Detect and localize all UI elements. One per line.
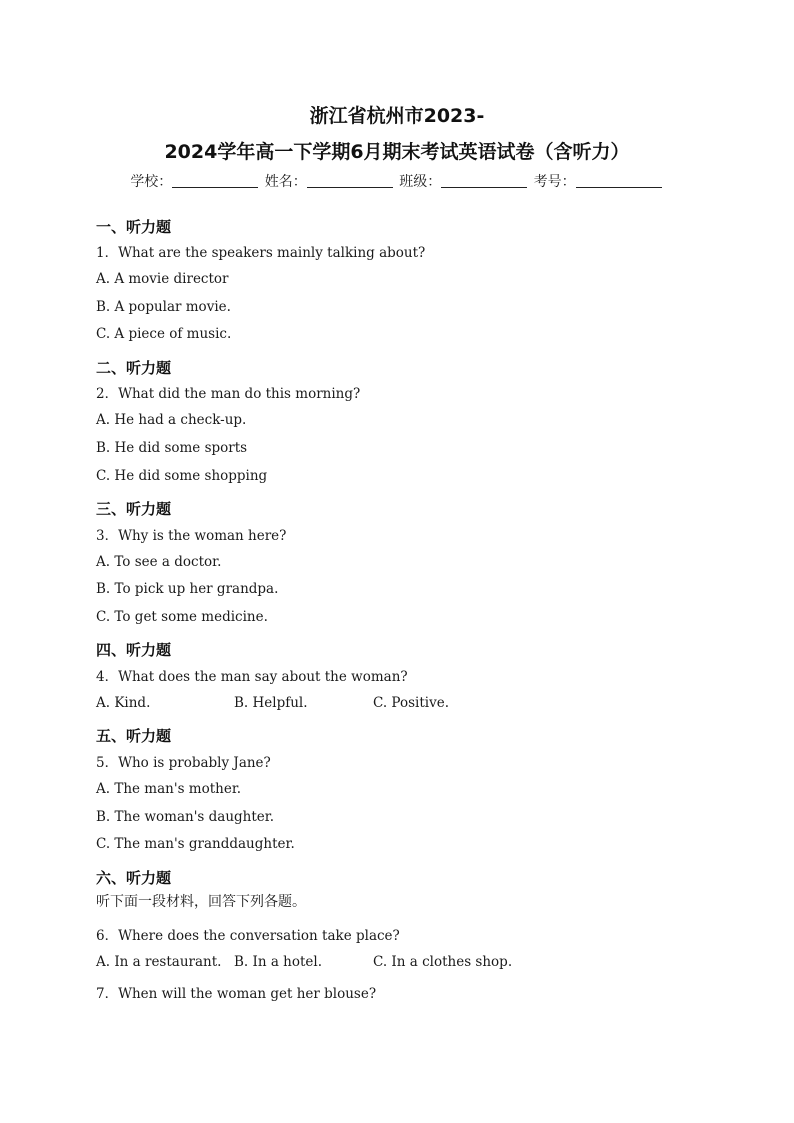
section-heading: 四、听力题 bbox=[96, 641, 172, 659]
school-label: 学校： bbox=[130, 174, 173, 190]
option-6a: A. In a restaurant. bbox=[96, 954, 222, 970]
option-4c: C. Positive. bbox=[373, 695, 449, 711]
class-label: 班级： bbox=[399, 174, 442, 190]
question-3: 3．Why is the woman here? bbox=[96, 528, 287, 544]
option-6b: B. In a hotel. bbox=[234, 954, 323, 970]
class-blank bbox=[441, 173, 527, 188]
section-heading: 六、听力题 bbox=[96, 869, 172, 887]
option-3b: B. To pick up her grandpa. bbox=[96, 581, 279, 597]
exam-title-line-1: 浙江省杭州市2023- bbox=[309, 105, 485, 127]
section-instruction: 听下面一段材料，回答下列各题。 bbox=[96, 894, 306, 910]
option-3c: C. To get some medicine. bbox=[96, 609, 268, 625]
section-heading: 二、听力题 bbox=[96, 359, 172, 377]
section-heading: 五、听力题 bbox=[96, 727, 172, 745]
option-1b: B. A popular movie. bbox=[96, 299, 231, 315]
option-1a: A. A movie director bbox=[96, 271, 229, 287]
option-5b: B. The woman's daughter. bbox=[96, 809, 275, 825]
exam-number-label: 考号： bbox=[533, 174, 576, 190]
exam-title-line-2: 2024学年高一下学期6月期末考试英语试卷（含听力） bbox=[164, 141, 630, 163]
school-blank bbox=[172, 173, 258, 188]
option-4a: A. Kind. bbox=[96, 695, 151, 711]
question-2: 2．What did the man do this morning? bbox=[96, 386, 361, 402]
student-info-row bbox=[0, 171, 794, 191]
name-blank bbox=[307, 173, 393, 188]
option-2a: A. He had a check-up. bbox=[96, 412, 247, 428]
question-7: 7．When will the woman get her blouse? bbox=[96, 986, 377, 1002]
option-2b: B. He did some sports bbox=[96, 440, 248, 456]
question-4: 4．What does the man say about the woman? bbox=[96, 669, 408, 685]
option-2c: C. He did some shopping bbox=[96, 468, 268, 484]
question-5: 5．Who is probably Jane? bbox=[96, 755, 271, 771]
option-4b: B. Helpful. bbox=[234, 695, 308, 711]
question-1: 1．What are the speakers mainly talking about? bbox=[96, 245, 426, 261]
option-3a: A. To see a doctor. bbox=[96, 554, 222, 570]
option-1c: C. A piece of music. bbox=[96, 326, 232, 342]
option-5a: A. The man's mother. bbox=[96, 781, 242, 797]
section-heading: 三、听力题 bbox=[96, 500, 172, 518]
exam-number-blank bbox=[576, 173, 662, 188]
option-6c: C. In a clothes shop. bbox=[373, 954, 513, 970]
option-5c: C. The man's granddaughter. bbox=[96, 836, 295, 852]
section-heading: 一、听力题 bbox=[96, 218, 172, 236]
question-6: 6．Where does the conversation take place? bbox=[96, 928, 400, 944]
name-label: 姓名： bbox=[264, 174, 307, 190]
